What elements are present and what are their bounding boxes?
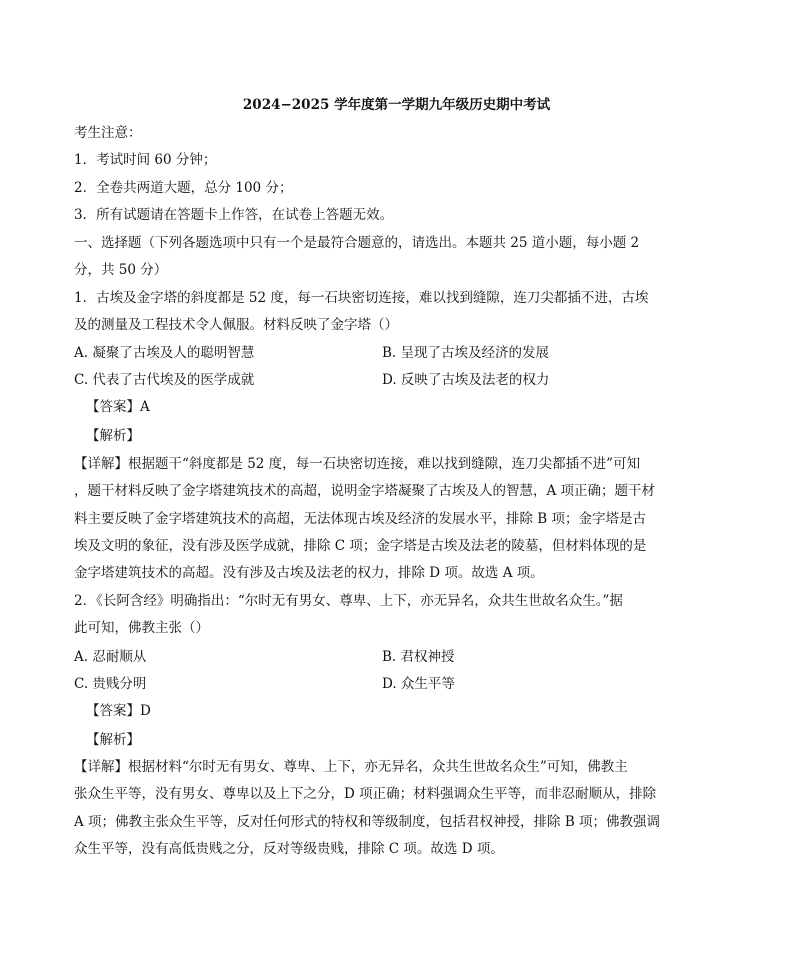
detail-line: 张众生平等，没有男女、尊卑以及上下之分，D 项正确；材料强调众生平等，而非忍耐顺从，排除 <box>74 786 657 802</box>
section-header: 一、选择题（下列各题选项中只有一个是最符合题意的，请选出。本题共 25 道小题，每小题 2 <box>74 235 640 251</box>
option-a: A. 忍耐顺从 <box>74 649 147 665</box>
notice-item: 3．所有试题请在答题卡上作答，在试卷上答题无效。 <box>74 207 394 223</box>
detail-line: 金字塔建筑技术的高超。没有涉及古埃及法老的权力，排除 D 项。故选 A 项。 <box>74 565 544 581</box>
detail-line: 【详解】根据题干“斜度都是 52 度，每一石块密切连接，难以找到缝隙，连刀尖都插不进”可知 <box>74 456 641 472</box>
notice-item: 1．考试时间 60 分钟； <box>74 152 217 168</box>
option-b: B. 呈现了古埃及经济的发展 <box>382 345 550 361</box>
detail-line: A 项；佛教主张众生平等，反对任何形式的特权和等级制度，包括君权神授，排除 B 项；佛教强调 <box>74 814 661 830</box>
notice-item: 2．全卷共两道大题，总分 100 分； <box>74 180 293 196</box>
analysis-label: 【解析】 <box>86 732 140 748</box>
section-header: 分，共 50 分） <box>74 262 168 278</box>
question-stem: 2．《长阿含经》明确指出：“尔时无有男女、尊卑、上下，亦无异名，众共生世故名众生。”据 <box>74 593 623 609</box>
option-c: C. 代表了古代埃及的医学成就 <box>74 372 255 388</box>
question-stem: 及的测量及工程技术令人佩服。材料反映了金字塔（） <box>74 317 398 333</box>
option-d: D. 众生平等 <box>382 676 455 692</box>
exam-title: 2024−2025 学年度第一学期九年级历史期中考试 <box>242 97 551 113</box>
analysis-label: 【解析】 <box>86 428 140 444</box>
detail-line: 埃及文明的象征，没有涉及医学成就，排除 C 项；金字塔是古埃及法老的陵墓，但材料体现的是 <box>74 538 647 554</box>
answer-label: 【答案】D <box>86 703 151 719</box>
option-b: B. 君权神授 <box>382 649 455 665</box>
detail-line: 众生平等，没有高低贵贱之分，反对等级贵贱，排除 C 项。故选 D 项。 <box>74 841 504 857</box>
notice-heading: 考生注意： <box>74 125 142 141</box>
option-d: D. 反映了古埃及法老的权力 <box>382 372 550 388</box>
question-stem: 此可知，佛教主张（） <box>74 620 209 636</box>
option-a: A. 凝聚了古埃及人的聪明智慧 <box>74 345 255 361</box>
detail-line: 料主要反映了金字塔建筑技术的高超，无法体现古埃及经济的发展水平，排除 B 项；金字塔是古 <box>74 511 647 527</box>
option-c: C. 贵贱分明 <box>74 676 147 692</box>
answer-label: 【答案】A <box>86 399 150 415</box>
question-stem: 1．古埃及金字塔的斜度都是 52 度，每一石块密切连接，难以找到缝隙，连刀尖都插不进，古埃 <box>74 290 649 306</box>
detail-line: 【详解】根据材料“尔时无有男女、尊卑、上下，亦无异名，众共生世故名众生”可知，佛教主 <box>74 759 628 775</box>
detail-line: ，题干材料反映了金字塔建筑技术的高超，说明金字塔凝聚了古埃及人的智慧，A 项正确；题干材 <box>74 483 656 499</box>
